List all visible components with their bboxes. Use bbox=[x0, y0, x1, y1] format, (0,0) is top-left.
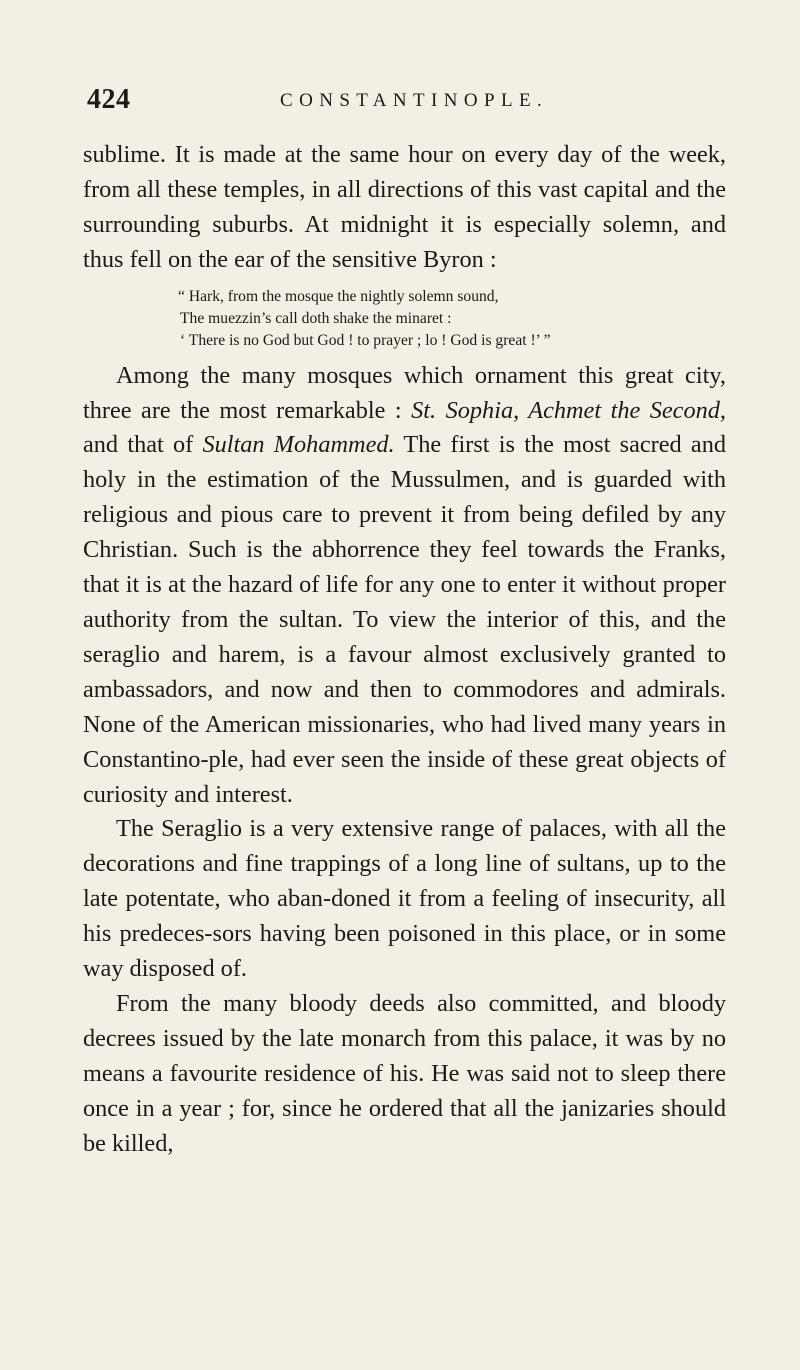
paragraph-intro: sublime. It is made at the same hour on every day of the week, from all these temples, in all directions of this vast capital and the surrounding suburbs. At midnight it is especially solemn, and thus fell on the ear of the sensitive Byron : bbox=[83, 141, 726, 273]
page-number: 424 bbox=[87, 84, 131, 115]
verse-line: ‘ There is no God but God ! to prayer ; lo ! God is great !’ ” bbox=[180, 331, 551, 349]
verse-quotation bbox=[83, 286, 726, 352]
mosques-mid: and that of bbox=[83, 431, 203, 459]
paragraph-mosques bbox=[83, 359, 726, 813]
page-header bbox=[87, 84, 587, 124]
mosque-name-sultan: Sultan Mohammed. bbox=[202, 431, 395, 459]
paragraph-seraglio: The Seraglio is a very extensive range of palaces, with all the decorations and fine trappings of a long line of sultans, up to the late potentate, who aban-doned it from a feeling of insecurity, all his predeces-sors having been poisoned in this place, or in some way disposed of. bbox=[83, 815, 726, 983]
body-text bbox=[83, 138, 726, 1161]
mosques-lead: Among the many mosques which ornament this great city, three are the most remarkable : bbox=[83, 361, 726, 424]
paragraph-deeds: From the many bloody deeds also committed, and bloody decrees issued by the late monarch from this palace, it was by no means a favourite residence of his. He was said not to sleep there once in a year ; for, since he ordered that all the janizaries should be killed, bbox=[83, 989, 726, 1157]
verse-line: The muezzin’s call doth shake the minaret : bbox=[180, 309, 452, 327]
mosque-names: St. Sophia, Achmet the Second, bbox=[411, 396, 726, 424]
running-title: CONSTANTINOPLE. bbox=[280, 90, 549, 111]
mosques-rest: The first is the most sacred and holy in the estimation of the Mussulmen, and is guarded with religious and pious care to prevent it from being defiled by any Christian. Such is the abhorrence they feel towards the Franks, that it is at the hazard of life for any one to enter it without proper authority from the sultan. To view the interior of this, and the seraglio and harem, is a favour almost exclusively granted to ambassadors, and now and then to commodores and admirals. None of the American missionaries, who had lived many years in Constantino-ple, had ever seen the inside of these great objects of curiosity and interest. bbox=[83, 431, 726, 808]
verse-line: “ Hark, from the mosque the nightly solemn sound, bbox=[178, 287, 499, 305]
